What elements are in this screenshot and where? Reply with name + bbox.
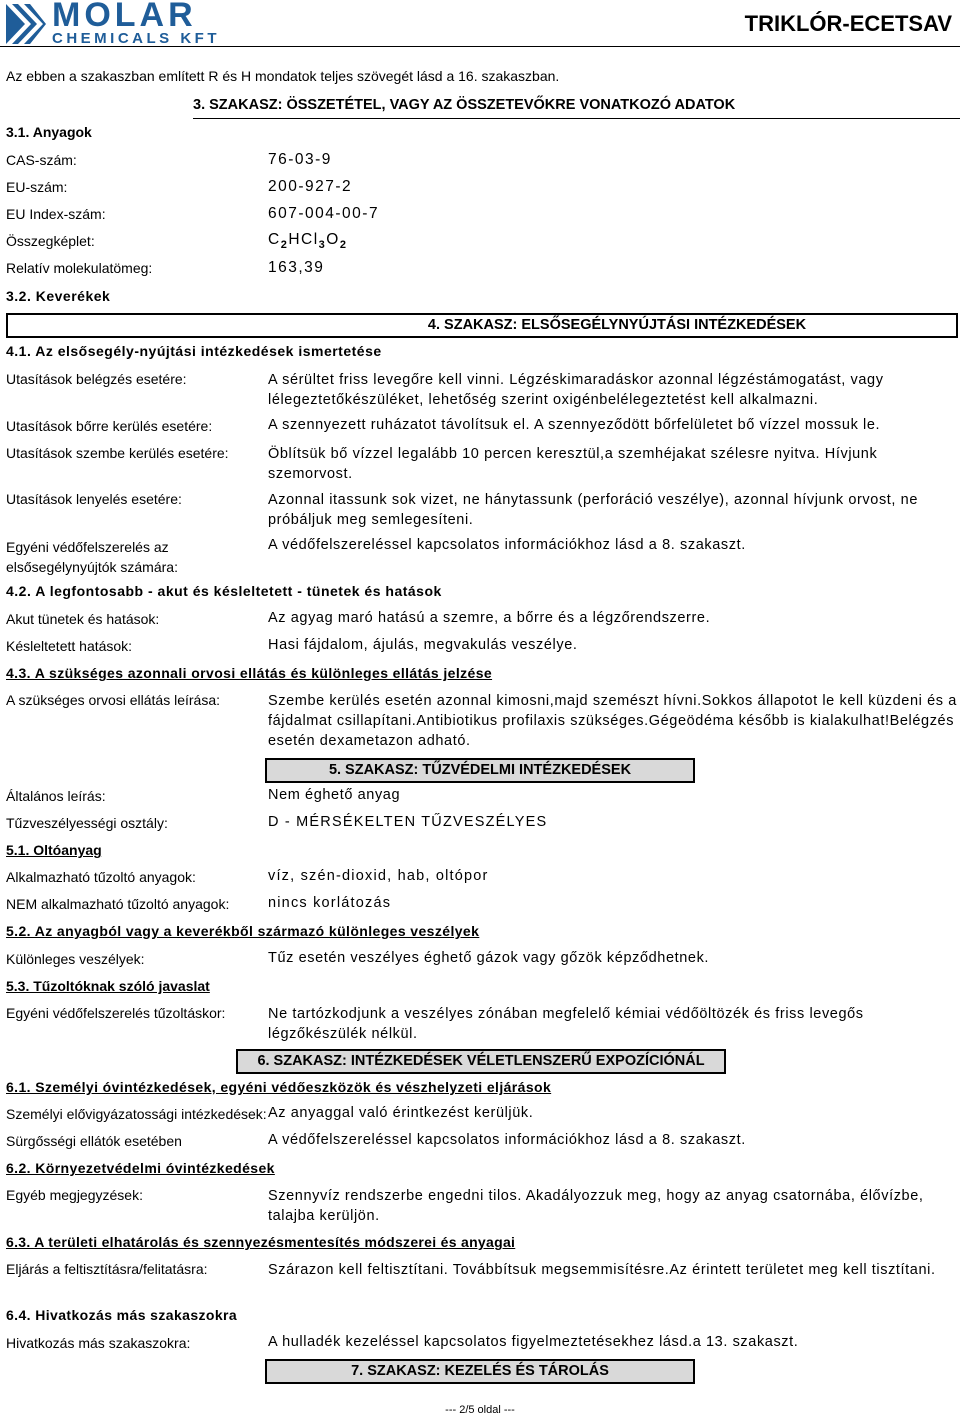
company-name-line1: MOLAR bbox=[52, 0, 197, 34]
company-name-line2: CHEMICALS KFT bbox=[52, 30, 220, 47]
ingestion-label: Utasítások lenyelés esetére: bbox=[6, 491, 182, 507]
special-hazard-label: Különleges veszélyek: bbox=[6, 951, 145, 967]
inhalation-label: Utasítások belégzés esetére: bbox=[6, 371, 187, 387]
acute-value: Az agyag maró hatású a szemre, a bőrre és a légzőrendszerre. bbox=[268, 610, 711, 626]
environment-value: Szennyvíz rendszerbe engedni tilos. Akadályozzuk meg, hogy az anyag csatornába, élővízbe, talajba kerüljön. bbox=[268, 1188, 924, 1224]
cas-label: CAS-szám: bbox=[6, 152, 77, 168]
personal-value: Az anyaggal való érintkezést kerüljük. bbox=[268, 1105, 534, 1121]
inhalation-value: A sérültet friss levegőre kell vinni. Légzéskimaradáskor azonnal légzéstámogatást, vagy lélegeztetőkészüléket, lehetőség szerint oxigénbelélegeztetést kell alkalmazni. bbox=[268, 372, 884, 408]
formula-sub: 2 bbox=[280, 239, 289, 252]
delayed-value: Hasi fájdalom, ájulás, megvakulás veszélye. bbox=[268, 637, 578, 653]
suitable-value: víz, szén-dioxid, hab, oltópor bbox=[268, 868, 489, 884]
cas-value: 76-03-9 bbox=[268, 151, 332, 168]
skin-label: Utasítások bőrre kerülés esetére: bbox=[6, 418, 213, 434]
responders-label: Sürgősségi ellátók esetében bbox=[6, 1133, 182, 1149]
company-logo bbox=[4, 2, 229, 48]
formula-sub: 3 bbox=[318, 239, 327, 252]
header-rule bbox=[0, 46, 960, 47]
formula-sub: 2 bbox=[339, 239, 348, 252]
subsection-3-2: 3.2. Keverékek bbox=[6, 288, 111, 304]
subsection-4-1: 4.1. Az elsősegély-nyújtási intézkedések ismertetése bbox=[6, 343, 382, 359]
cleanup-value: Szárazon kell feltisztítani. Továbbítsuk megsemmisítésre.Az érintett területet meg kell tisztítani. bbox=[268, 1262, 936, 1278]
environment-label: Egyéb megjegyzések: bbox=[6, 1187, 143, 1203]
special-hazard-value: Tűz esetén veszélyes éghető gázok vagy gőzök képződhetnek. bbox=[268, 950, 710, 966]
eu-label: EU-szám: bbox=[6, 179, 68, 195]
subsection-6-3: 6.3. A területi elhatárolás és szennyezésmentesítés módszerei és anyagai bbox=[6, 1234, 516, 1250]
subsection-6-2: 6.2. Környezetvédelmi óvintézkedések bbox=[6, 1160, 275, 1176]
subsection-4-2: 4.2. A legfontosabb - akut és késleltetett - tünetek és hatások bbox=[6, 583, 442, 599]
section-5-header: 5. SZAKASZ: TŰZVÉDELMI INTÉZKEDÉSEK bbox=[265, 758, 695, 783]
page-footer: --- 2/5 oldal --- bbox=[445, 1404, 515, 1416]
section-6-header: 6. SZAKASZ: INTÉZKEDÉSEK VÉLETLENSZERŰ EXPOZÍCIÓNÁL bbox=[236, 1049, 726, 1074]
cleanup-label: Eljárás a feltisztításra/felitatásra: bbox=[6, 1261, 208, 1277]
medical-label: A szükséges orvosi ellátás leírása: bbox=[6, 692, 220, 708]
eye-value: Öblítsük bő vízzel legalább 10 percen keresztül,a szemhéjakat szélesre nyitva. Hívjunk szemorvost. bbox=[268, 446, 878, 482]
formula-label: Összegképlet: bbox=[6, 233, 95, 249]
section-3-title: 3. SZAKASZ: ÖSSZETÉTEL, VAGY AZ ÖSSZETEVŐKRE VONATKOZÓ ADATOK bbox=[193, 97, 736, 113]
header-note: Az ebben a szakaszban említett R és H mondatok teljes szövegét lásd a 16. szakaszban. bbox=[6, 68, 560, 84]
first-aid-ppe-value: A védőfelszereléssel kapcsolatos információkhoz lásd a 8. szakaszt. bbox=[268, 537, 746, 553]
formula-part: C bbox=[268, 231, 281, 248]
skin-value: A szennyezett ruházatot távolítsuk el. A szennyeződött bőrfelületet bő vízzel mossuk le. bbox=[268, 417, 881, 433]
section-7-header: 7. SZAKASZ: KEZELÉS ÉS TÁROLÁS bbox=[265, 1359, 695, 1384]
subsection-5-1: 5.1. Oltóanyag bbox=[6, 842, 102, 858]
subsection-3-1: 3.1. Anyagok bbox=[6, 124, 92, 140]
ingestion-value: Azonnal itassunk sok vizet, ne hánytassunk (perforáció veszélye), azonnal hívjunk orvost, ne próbáljuk meg semlegesíteni. bbox=[268, 492, 919, 528]
formula-part: O bbox=[326, 231, 340, 248]
eye-label: Utasítások szembe kerülés esetére: bbox=[6, 445, 229, 461]
reference-label: Hivatkozás más szakaszokra: bbox=[6, 1335, 191, 1351]
general-value: Nem éghető anyag bbox=[268, 787, 401, 803]
acute-label: Akut tünetek és hatások: bbox=[6, 611, 160, 627]
subsection-6-4: 6.4. Hivatkozás más szakaszokra bbox=[6, 1307, 238, 1323]
first-aid-ppe-label: Egyéni védőfelszerelés az elsősegélynyújtók számára: bbox=[6, 539, 178, 575]
section-3-rule bbox=[193, 118, 960, 119]
personal-label: Személyi elővigyázatossági intézkedések: bbox=[6, 1106, 267, 1122]
fire-class-value: D - MÉRSÉKELTEN TŰZVESZÉLYES bbox=[268, 814, 548, 830]
subsection-4-3: 4.3. A szükséges azonnali orvosi ellátás és különleges ellátás jelzése bbox=[6, 665, 493, 681]
mw-label: Relatív molekulatömeg: bbox=[6, 260, 153, 276]
suitable-label: Alkalmazható tűzoltó anyagok: bbox=[6, 869, 196, 885]
subsection-5-3: 5.3. Tűzoltóknak szóló javaslat bbox=[6, 978, 210, 994]
section-4-header: 4. SZAKASZ: ELSŐSEGÉLYNYÚJTÁSI INTÉZKEDÉSEK bbox=[6, 313, 958, 338]
delayed-label: Késleltetett hatások: bbox=[6, 638, 133, 654]
firefighter-ppe-label: Egyéni védőfelszerelés tűzoltáskor: bbox=[6, 1005, 226, 1021]
responders-value: A védőfelszereléssel kapcsolatos információkhoz lásd a 8. szakaszt. bbox=[268, 1132, 746, 1148]
firefighter-ppe-value: Ne tartózkodjunk a veszélyes zónában megfelelő kémiai védőöltözék és friss levegős légzőkészülék nélkül. bbox=[268, 1006, 864, 1042]
general-label: Általános leírás: bbox=[6, 788, 106, 804]
formula-value bbox=[268, 231, 347, 251]
unsuitable-value: nincs korlátozás bbox=[268, 895, 392, 911]
index-label: EU Index-szám: bbox=[6, 206, 106, 222]
subsection-5-2: 5.2. Az anyagból vagy a keverékből származó különleges veszélyek bbox=[6, 923, 480, 939]
product-name: TRIKLÓR-ECETSAV bbox=[744, 11, 952, 36]
medical-value: Szembe kerülés esetén azonnal kimosni,majd szemészt hívni.Sokkos állapotot le kell küzdeni és a fájdalmat csillapítani.Antibiotikus profilaxis szükséges.Gégeödéma később is kialakulhat!Belégzés esetén dexametazon adható. bbox=[268, 693, 957, 749]
index-value: 607-004-00-7 bbox=[268, 205, 380, 222]
eu-value: 200-927-2 bbox=[268, 178, 353, 195]
formula-part: HCl bbox=[288, 231, 319, 248]
mw-value: 163,39 bbox=[268, 259, 325, 276]
reference-value: A hulladék kezeléssel kapcsolatos figyelmeztetésekhez lásd.a 13. szakaszt. bbox=[268, 1334, 799, 1350]
fire-class-label: Tűzveszélyességi osztály: bbox=[6, 815, 168, 831]
subsection-6-1: 6.1. Személyi óvintézkedések, egyéni védőeszközök és vészhelyzeti eljárások bbox=[6, 1079, 552, 1095]
logo-emblem-icon bbox=[4, 2, 46, 46]
unsuitable-label: NEM alkalmazható tűzoltó anyagok: bbox=[6, 896, 230, 912]
